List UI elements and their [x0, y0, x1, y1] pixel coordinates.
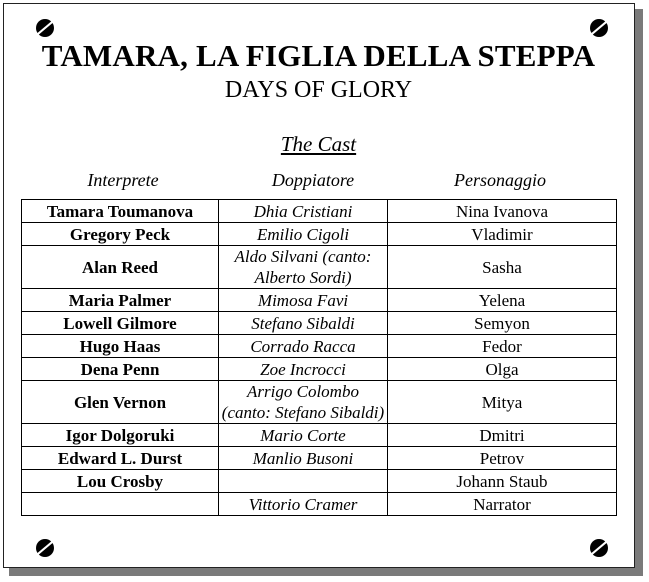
actor-cell: Lou Crosby — [22, 470, 219, 493]
dubber-cell: Zoe Incrocci — [219, 358, 388, 381]
role-cell: Fedor — [388, 335, 617, 358]
screw-icon — [590, 539, 608, 557]
dubber-cell: Stefano Sibaldi — [219, 312, 388, 335]
role-cell: Sasha — [388, 246, 617, 289]
role-cell: Nina Ivanova — [388, 200, 617, 223]
actor-cell: Maria Palmer — [22, 289, 219, 312]
actor-cell: Igor Dolgoruki — [22, 424, 219, 447]
table-row — [22, 200, 617, 223]
dubber-cell: Dhia Cristiani — [219, 200, 388, 223]
dubber-cell: Aldo Silvani (canto: Alberto Sordi) — [219, 246, 388, 289]
dubber-cell: Manlio Busoni — [219, 447, 388, 470]
dubber-cell: Corrado Racca — [219, 335, 388, 358]
role-cell: Semyon — [388, 312, 617, 335]
actor-cell — [22, 493, 219, 516]
film-original-title: DAYS OF GLORY — [224, 77, 413, 103]
table-row — [22, 289, 617, 312]
table-row — [22, 381, 617, 424]
actor-cell: Hugo Haas — [22, 335, 219, 358]
actor-cell: Gregory Peck — [22, 223, 219, 246]
role-cell: Vladimir — [388, 223, 617, 246]
actor-cell: Alan Reed — [22, 246, 219, 289]
role-cell: Olga — [388, 358, 617, 381]
dubber-cell: Vittorio Cramer — [219, 493, 388, 516]
table-row — [22, 358, 617, 381]
actor-cell: Glen Vernon — [22, 381, 219, 424]
dubber-cell: Emilio Cigoli — [219, 223, 388, 246]
actor-cell: Edward L. Durst — [22, 447, 219, 470]
table-row — [22, 447, 617, 470]
column-header-role: Personaggio — [454, 170, 546, 190]
cast-table — [21, 199, 617, 516]
table-row — [22, 424, 617, 447]
film-title: TAMARA, LA FIGLIA DELLA STEPPA — [41, 38, 596, 73]
column-header-actor: Interprete — [87, 170, 159, 190]
dubber-cell — [219, 470, 388, 493]
table-row — [22, 493, 617, 516]
role-cell: Yelena — [388, 289, 617, 312]
screw-icon — [36, 19, 54, 37]
screw-icon — [36, 539, 54, 557]
role-cell: Johann Staub — [388, 470, 617, 493]
role-cell: Mitya — [388, 381, 617, 424]
table-row — [22, 223, 617, 246]
table-row — [22, 335, 617, 358]
cast-heading: The Cast — [280, 132, 357, 156]
column-header-dubber: Doppiatore — [271, 170, 355, 190]
dubber-cell: Mimosa Favi — [219, 289, 388, 312]
role-cell: Narrator — [388, 493, 617, 516]
role-cell: Petrov — [388, 447, 617, 470]
actor-cell: Dena Penn — [22, 358, 219, 381]
dubber-cell: Arrigo Colombo (canto: Stefano Sibaldi) — [219, 381, 388, 424]
actor-cell: Tamara Toumanova — [22, 200, 219, 223]
screw-icon — [590, 19, 608, 37]
role-cell: Dmitri — [388, 424, 617, 447]
table-row — [22, 246, 617, 289]
table-row — [22, 312, 617, 335]
actor-cell: Lowell Gilmore — [22, 312, 219, 335]
table-row — [22, 470, 617, 493]
dubber-cell: Mario Corte — [219, 424, 388, 447]
